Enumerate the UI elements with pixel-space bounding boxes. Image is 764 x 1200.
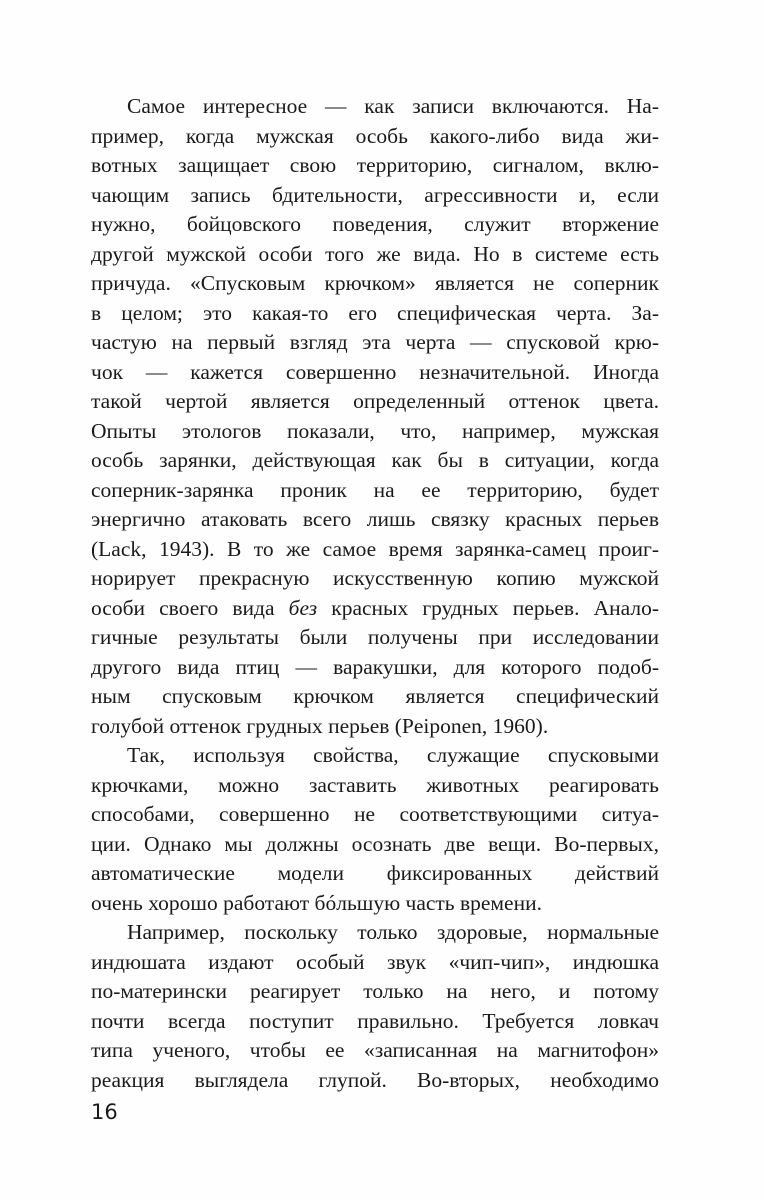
- text-line: нужно, бойцовского поведения, служит вторжение: [91, 212, 659, 236]
- text-line: типа ученого, чтобы ее «записанная на магнитофон»: [91, 1038, 659, 1062]
- text-line: очень хорошо работают бóльшую часть времени.: [91, 890, 542, 915]
- text-line: голубой оттенок грудных перьев (Peiponen, 1960).: [91, 713, 549, 738]
- text-line: Опыты этологов показали, что, например, мужская: [91, 418, 659, 443]
- paragraph-3: [91, 918, 659, 1095]
- text-line: частую на первый взгляд эта черта — спусковой крю-: [91, 330, 659, 354]
- text-line: чок — кажется совершенно незначительной. Иногда: [91, 359, 659, 384]
- page-number: 16: [91, 1100, 118, 1124]
- text-line: энергично атаковать всего лишь связку красных перьев: [91, 507, 659, 531]
- text-line: Самое интересное — как записи включаются. На-: [127, 94, 659, 118]
- text-line: по-матерински реагирует только на него, и потому: [91, 979, 659, 1003]
- body-text: [91, 92, 659, 1095]
- text-line-with-italic: [91, 594, 659, 624]
- text-line: (Lack, 1943). В то же самое время зарянка-самец проиг-: [91, 536, 659, 561]
- text-line: способами, совершенно не соответствующими ситуа-: [91, 802, 659, 826]
- text-line: другой мужской особи того же вида. Но в системе есть: [91, 241, 659, 266]
- text-line: чающим запись бдительности, агрессивности и, если: [91, 182, 659, 207]
- text-line: ции. Однако мы должны осознать две вещи. Во-первых,: [91, 831, 659, 856]
- text-line: автоматические модели фиксированных действий: [91, 861, 659, 885]
- text-line: в целом; это какая-то его специфическая черта. За-: [91, 300, 659, 325]
- text-line: Например, поскольку только здоровые, нормальные: [127, 920, 659, 944]
- text-line: норирует прекрасную искусственную копию мужской: [91, 566, 659, 590]
- text-line: индюшата издают особый звук «чип-чип», индюшка: [91, 949, 659, 974]
- text-line: другого вида птиц — варакушки, для которого подоб-: [91, 654, 659, 679]
- text-line: причуда. «Спусковым крючком» является не соперник: [91, 271, 659, 295]
- italic-word: без: [288, 595, 318, 620]
- text-line: Так, используя свойства, служащие спусковыми: [127, 743, 659, 767]
- text-line: соперник-зарянка проник на ее территорию, будет: [91, 477, 659, 502]
- text-line: ным спусковым крючком является специфический: [91, 684, 659, 708]
- paragraph-2: [91, 741, 659, 918]
- text-line: реакция выглядела глупой. Во-вторых, необходимо: [91, 1067, 659, 1092]
- text-line: вотных защищает свою территорию, сигналом, вклю-: [91, 153, 659, 177]
- text-segment: красных грудных перьев. Анало-: [317, 595, 659, 620]
- text-line: такой чертой является определенный оттенок цвета.: [91, 389, 659, 413]
- text-line: крючками, можно заставить животных реагировать: [91, 772, 659, 797]
- text-line: почти всегда поступит правильно. Требуется ловкач: [91, 1008, 659, 1033]
- text-line: особь зарянки, действующая как бы в ситуации, когда: [91, 448, 659, 472]
- text-segment: особи своего вида: [91, 595, 289, 620]
- text-line: гичные результаты были получены при исследовании: [91, 625, 659, 649]
- text-line: пример, когда мужская особь какого-либо вида жи-: [91, 123, 659, 148]
- paragraph-1: [91, 92, 659, 741]
